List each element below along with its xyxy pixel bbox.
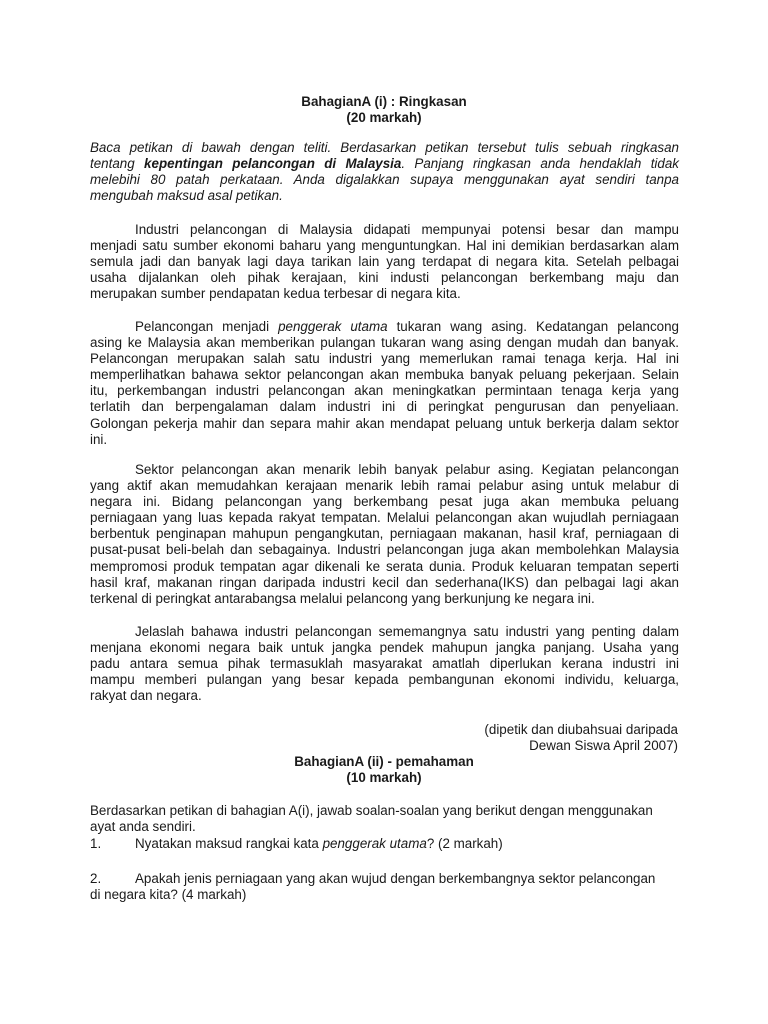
emphasis-topic: kepentingan pelancongan di Malaysia (144, 156, 402, 172)
source-citation: (dipetik dan diubahsuai daripada Dewan Siswa April 2007) (484, 722, 678, 754)
instructions-line: mengubah maksud asal petikan. (90, 188, 283, 204)
term-penggerak-utama: penggerak utama (322, 836, 427, 851)
paragraph-2: Pelancongan menjadi penggerak utama tukaran wang asing. Kedatangan pelancong asing ke Malaysia akan memberikan pulangan tukaran wang asing dengan mudah dan banyak. Pelancongan merupakan salah satu industri yang memerlukan ramai tenaga kerja. Hal ini memperlihatkan bahawa sektor pelancongan akan membuka banyak peluang pekerjaan. Selain itu, perkembangan industri pelancongan akan meningkatkan permintaan tenaga kerja yang terlatih dan berpengalaman dalam industri ini di peringkat pengurusan dan penyeliaan. Golongan pekerja mahir dan separa mahir akan mendapat peluang untuk berkerja dalam sektor ini. (90, 319, 679, 447)
section2-title: BahagianA (ii) - pemahaman (294, 754, 474, 769)
section2-intro: Berdasarkan petikan di bahagian A(i), jawab soalan-soalan yang berikut dengan menggunakan ayat anda sendiri. (90, 803, 653, 835)
instructions-line: melebihi 80 patah perkataan. Anda digalakkan supaya menggunakan ayat sendiri tanpa (90, 172, 679, 188)
instructions-line: tentang kepentingan pelancongan di Malaysia. Panjang ringkasan anda hendaklah tidak (90, 156, 679, 172)
section1-marks: (20 markah) (346, 110, 422, 125)
paragraph-4: Jelaslah bahawa industri pelancongan sememangnya satu industri yang penting dalam menjana ekonomi negara baik untuk jangka pendek mahupun jangka panjang. Usaha yang padu antara semua pihak termasuklah masyarakat amatlah diperlukan kerana industri ini mampu memberi pulangan yang besar kepada pembangunan ekonomi individu, keluarga, rakyat dan negara. (90, 624, 679, 704)
question-1: 1. Nyatakan maksud rangkai kata penggerak utama? (2 markah) (90, 836, 503, 851)
paragraph-1: Industri pelancongan di Malaysia didapati mempunyai potensi besar dan mampu menjadi satu sumber ekonomi baharu yang menguntungkan. Hal ini demikian berdasarkan alam semula jadi dan banyak lagi daya tarikan lain yang terdapat di negara kita. Setelah pelbagai usaha dijalankan oleh pihak kerajaan, kini industi pelancongan berkembang maju dan merupakan sumber pendapatan kedua terbesar di negara kita. (90, 222, 679, 302)
section1-title: BahagianA (i) : Ringkasan (301, 94, 467, 109)
paragraph-3: Sektor pelancongan akan menarik lebih banyak pelabur asing. Kegiatan pelancongan yang aktif akan memudahkan kerajaan menarik lebih ramai pelabur asing untuk melabur di negara ini. Bidang pelancongan yang berkembang pesat juga akan membuka peluang perniagaan yang luas kepada rakyat tempatan. Melalui pelancongan akan wujudlah perniagaan berbentuk penginapan mahupun pengangkutan, perniagaan makanan, hasil kraf, perniagaan di pusat-pusat beli-belah dan sebagainya. Industri pelancongan juga akan membolehkan Malaysia mempromosi produk tempatan agar dikenali ke serata dunia. Produk keluaran tempatan seperti hasil kraf, makanan ringan daripada industri kecil dan sederhana(IKS) dan pelbagai lagi akan terkenal di peringkat antarabangsa melalui pelancong yang berkunjung ke negara ini. (90, 462, 679, 606)
section2-marks: (10 markah) (346, 770, 422, 785)
question-number: 1. (90, 836, 102, 851)
term-penggerak-utama: penggerak utama (278, 319, 388, 334)
question-2: 2. Apakah jenis perniagaan yang akan wujud dengan berkembangnya sektor pelancongan di negara kita? (4 markah) (90, 871, 656, 903)
question-number: 2. (90, 871, 102, 886)
instructions (90, 140, 679, 204)
instructions-line: Baca petikan di bawah dengan teliti. Berdasarkan petikan tersebut tulis sebuah ringkasan (90, 140, 679, 155)
